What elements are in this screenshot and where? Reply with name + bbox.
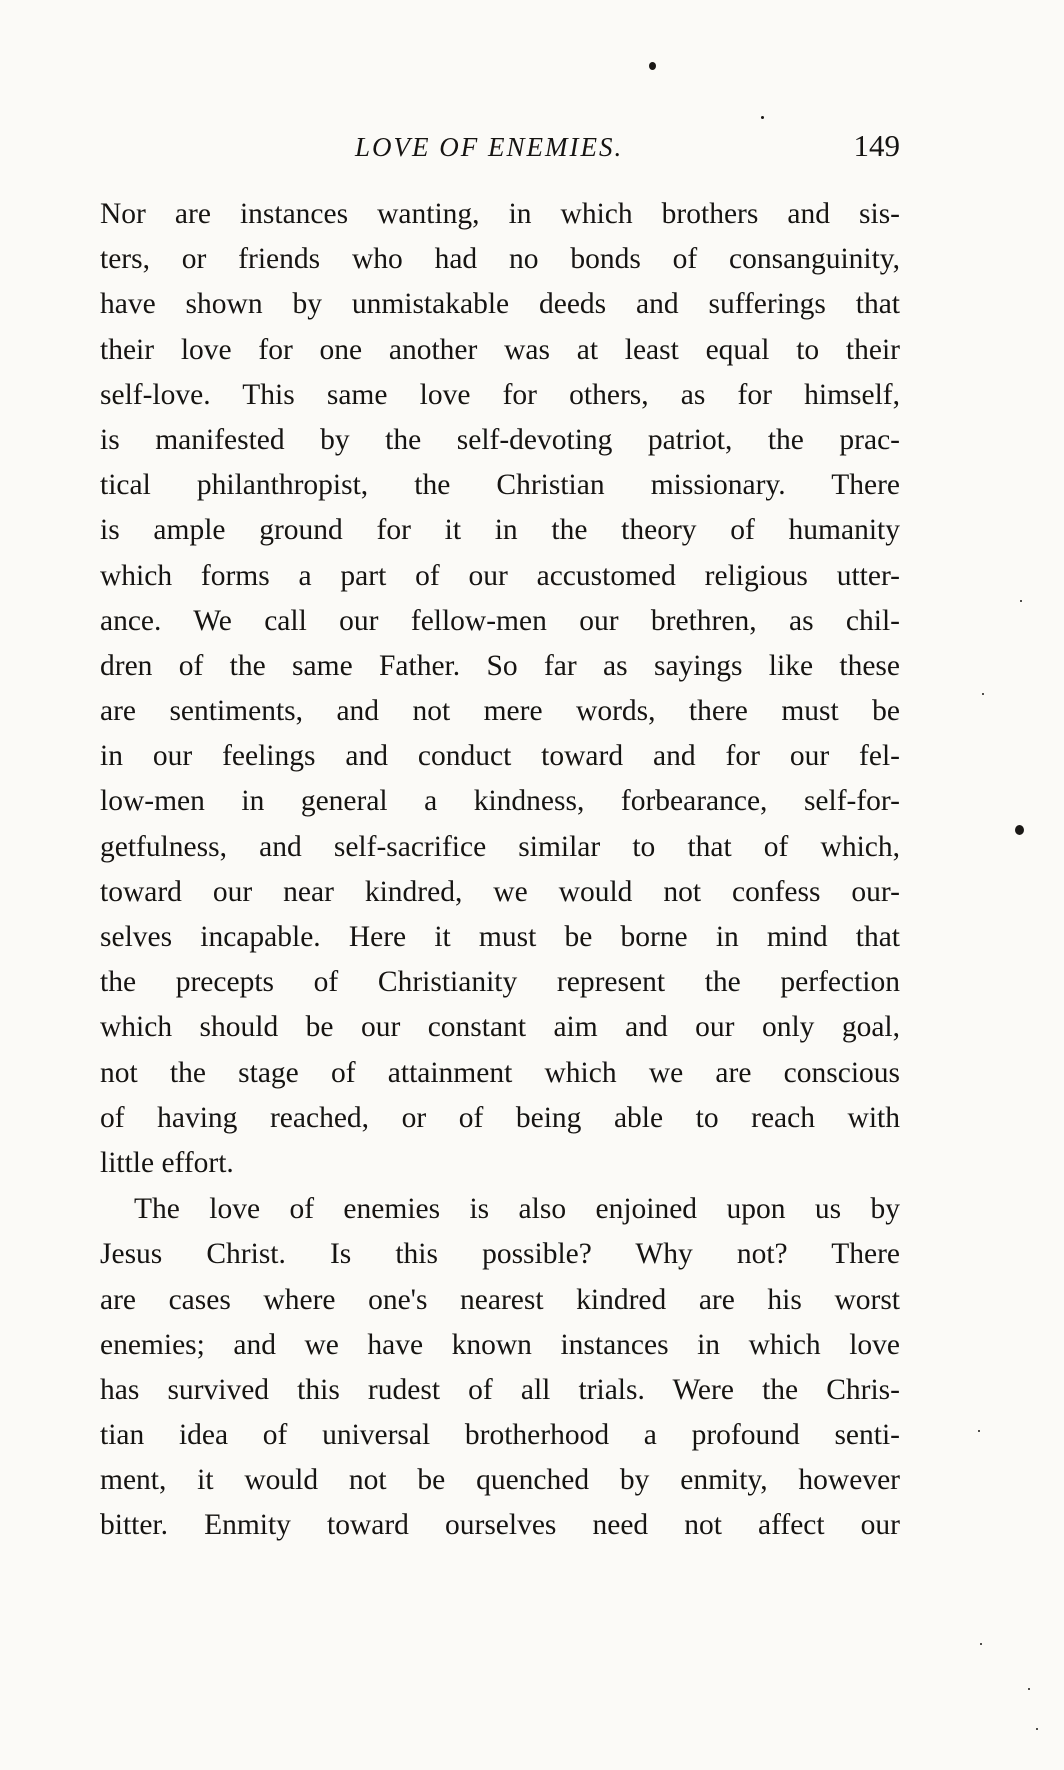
- text-line: The love of enemies is also enjoined upon us by: [134, 1193, 900, 1226]
- ink-speck: [1036, 1728, 1038, 1730]
- text-line: selves incapable. Here it must be borne in mind that: [100, 921, 900, 953]
- ink-speck: [649, 62, 656, 70]
- text-line: ance. We call our fellow-men our brethren, as chil-: [100, 604, 900, 637]
- text-line: of having reached, or of being able to reach with: [100, 1101, 900, 1134]
- text-line: has survived this rudest of all trials. Were the Chris-: [100, 1373, 900, 1406]
- text-line: tian idea of universal brotherhood a profound senti-: [100, 1419, 900, 1452]
- text-line: their love for one another was at least equal to their: [100, 333, 900, 366]
- text-line: bitter. Enmity toward ourselves need not affect our: [100, 1509, 900, 1542]
- text-line: Nor are instances wanting, in which brothers and sis-: [100, 198, 900, 230]
- text-line: getfulness, and self-sacrifice similar to that of which,: [100, 830, 900, 863]
- text-line: in our feelings and conduct toward and for our fel-: [100, 740, 900, 773]
- text-line: have shown by unmistakable deeds and sufferings that: [100, 288, 900, 321]
- text-line: is ample ground for it in the theory of humanity: [100, 514, 900, 547]
- text-line: are sentiments, and not mere words, there must be: [100, 695, 900, 728]
- page-header: [100, 128, 900, 172]
- text-line: toward our near kindred, we would not confess our-: [100, 875, 900, 908]
- paragraph-1: [100, 192, 900, 1186]
- text-line: which forms a part of our accustomed religious utter-: [100, 559, 900, 592]
- running-title: LOVE OF ENEMIES.: [355, 132, 624, 162]
- text-line: which should be our constant aim and our only goal,: [100, 1011, 900, 1044]
- text-line: are cases where one's nearest kindred are his worst: [100, 1283, 900, 1316]
- text-line: tical philanthropist, the Christian missionary. There: [100, 469, 900, 502]
- text-line: Jesus Christ. Is this possible? Why not? There: [100, 1238, 900, 1271]
- text-line: is manifested by the self-devoting patriot, the prac-: [100, 423, 900, 456]
- paragraph-2: [100, 1187, 900, 1549]
- ink-speck: [1015, 825, 1024, 835]
- text-line: self-love. This same love for others, as for himself,: [100, 378, 900, 411]
- ink-speck: [1028, 1688, 1030, 1690]
- text-line: dren of the same Father. So far as sayings like these: [100, 649, 900, 682]
- text-line: not the stage of attainment which we are conscious: [100, 1056, 900, 1089]
- ink-speck: [982, 693, 984, 695]
- ink-speck: [980, 1643, 982, 1645]
- ink-speck: [1020, 600, 1022, 602]
- text-line: ters, or friends who had no bonds of consanguinity,: [100, 243, 900, 276]
- text-line: low-men in general a kindness, forbearance, self-for-: [100, 785, 900, 818]
- page-number: 149: [853, 128, 900, 163]
- text-line: little effort.: [100, 1146, 234, 1179]
- text-line: the precepts of Christianity represent the perfection: [100, 966, 900, 999]
- ink-speck: [978, 1430, 980, 1432]
- text-line: ment, it would not be quenched by enmity, however: [100, 1464, 900, 1497]
- body-text: [100, 192, 900, 1549]
- text-line: enemies; and we have known instances in which love: [100, 1328, 900, 1361]
- ink-speck: [761, 116, 764, 119]
